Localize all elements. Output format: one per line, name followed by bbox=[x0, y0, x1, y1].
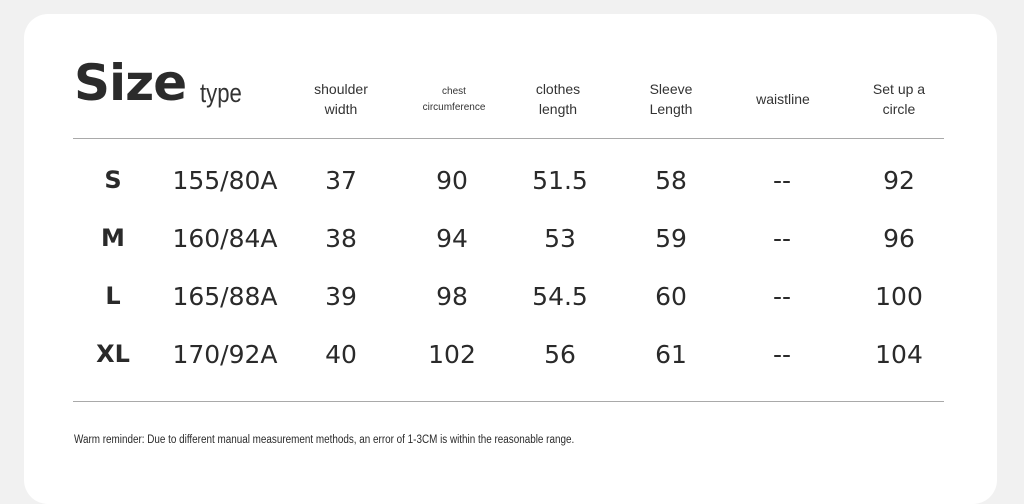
header-divider bbox=[73, 138, 944, 139]
cell-sleeve: 61 bbox=[655, 340, 687, 369]
cell-sleeve: 60 bbox=[655, 282, 687, 311]
cell-size: XL bbox=[96, 340, 130, 368]
cell-chest: 94 bbox=[436, 224, 468, 253]
header-waistline: waistline bbox=[756, 91, 810, 107]
header-clothes-length bbox=[536, 79, 580, 120]
cell-sleeve: 58 bbox=[655, 166, 687, 195]
cell-type: 160/84A bbox=[172, 224, 278, 253]
cell-circle: 100 bbox=[875, 282, 923, 311]
header-chest-circumference bbox=[423, 84, 486, 116]
cell-shoulder: 37 bbox=[325, 166, 357, 195]
cell-waist: -- bbox=[772, 166, 792, 195]
cell-circle: 104 bbox=[875, 340, 923, 369]
cell-length: 53 bbox=[544, 224, 576, 253]
cell-chest: 98 bbox=[436, 282, 468, 311]
cell-sleeve: 59 bbox=[655, 224, 687, 253]
cell-length: 56 bbox=[544, 340, 576, 369]
header-circle-line2: circle bbox=[882, 101, 916, 118]
cell-size: M bbox=[101, 224, 125, 252]
header-type: type bbox=[200, 78, 242, 108]
cell-type: 165/88A bbox=[172, 282, 278, 311]
cell-waist: -- bbox=[772, 282, 792, 311]
header-set-up-circle bbox=[873, 79, 925, 120]
cell-chest: 90 bbox=[436, 166, 468, 195]
warm-reminder-note: Warm reminder: Due to different manual measurement methods, an error of 1-3CM is within the reasonable range. bbox=[74, 434, 575, 446]
cell-type: 155/80A bbox=[172, 166, 278, 195]
header-shoulder-line2: width bbox=[324, 101, 358, 118]
cell-waist: -- bbox=[772, 340, 792, 369]
cell-length: 51.5 bbox=[532, 166, 588, 195]
cell-circle: 96 bbox=[883, 224, 915, 253]
header-sleeve-line2: Length bbox=[649, 101, 693, 118]
page-title: Size bbox=[74, 54, 187, 112]
header-chest-line1: chest bbox=[442, 86, 466, 97]
footer-divider bbox=[73, 401, 944, 402]
header-circle-line1: Set up a bbox=[872, 81, 926, 97]
cell-circle: 92 bbox=[883, 166, 915, 195]
header-length-line1: clothes bbox=[535, 81, 581, 97]
cell-length: 54.5 bbox=[532, 282, 588, 311]
cell-size: L bbox=[105, 282, 121, 310]
cell-shoulder: 38 bbox=[325, 224, 357, 253]
cell-size: S bbox=[104, 166, 122, 194]
cell-shoulder: 39 bbox=[325, 282, 357, 311]
header-chest-line2: circumference bbox=[422, 102, 486, 113]
cell-type: 170/92A bbox=[172, 340, 278, 369]
cell-waist: -- bbox=[772, 224, 792, 253]
cell-chest: 102 bbox=[428, 340, 476, 369]
header-shoulder-line1: shoulder bbox=[314, 81, 368, 97]
header-sleeve-length bbox=[650, 79, 693, 120]
cell-shoulder: 40 bbox=[325, 340, 357, 369]
header-shoulder-width bbox=[314, 79, 368, 120]
header-sleeve-line1: Sleeve bbox=[649, 81, 693, 97]
header-length-line2: length bbox=[538, 101, 578, 118]
